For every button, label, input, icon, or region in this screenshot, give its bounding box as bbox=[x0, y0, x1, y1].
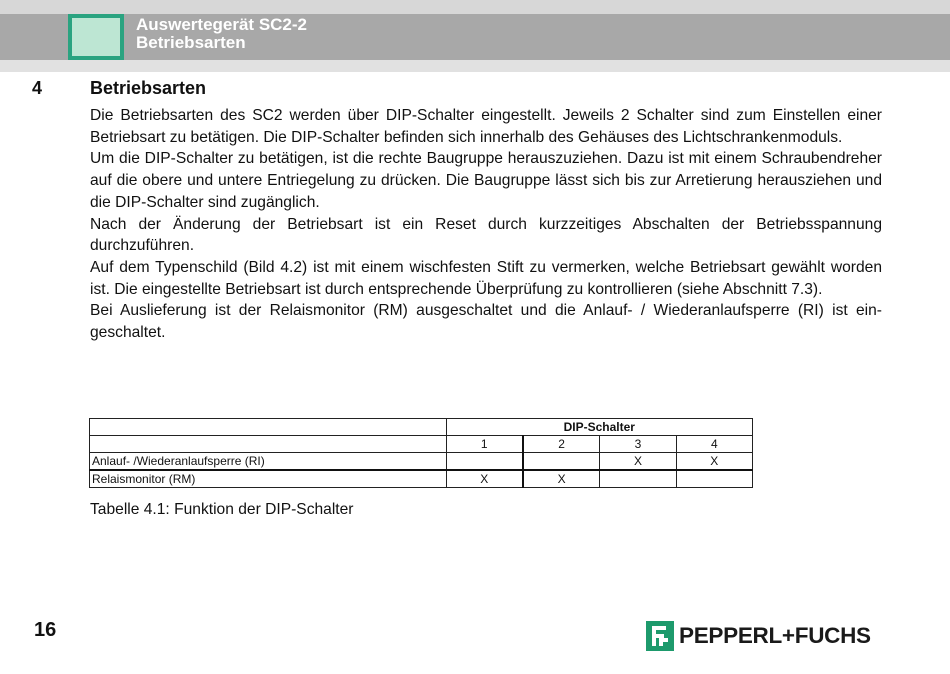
top-strip bbox=[0, 0, 950, 14]
header-logo-box-inner bbox=[72, 18, 120, 56]
logo-mark-svg bbox=[646, 621, 674, 651]
row-label: Anlauf- /Wiederanlaufsperre (RI) bbox=[90, 453, 447, 471]
column-header: 4 bbox=[676, 436, 752, 453]
page-number: 16 bbox=[34, 619, 57, 641]
paragraph: Um die DIP-Schalter zu betätigen, ist die rechte Baugruppe herauszuziehen. Dazu ist mit einem Schraubendreher auf die obere und untere Entriegelung zu drücken. Die Baugruppe lässt sich bis zur Arretierung herausziehen und die DIP-Schalter sind zugänglich. bbox=[90, 150, 882, 211]
paragraph: Auf dem Typenschild (Bild 4.2) ist mit einem wischfesten Stift zu vermerken, welche Betriebsart gewählt worden ist. Die eingestellte Betriebsart ist durch entsprechende Überprüfung zu kontrollieren (siehe Abschnitt 7.3). bbox=[90, 258, 882, 298]
brand-logo bbox=[646, 620, 871, 652]
table-cell: X bbox=[600, 453, 676, 471]
table-cell bbox=[676, 470, 752, 488]
table-cell: X bbox=[676, 453, 752, 471]
table-empty-cell bbox=[90, 436, 447, 453]
header-title-line2: Betriebsarten bbox=[136, 33, 246, 52]
header-title-line1: Auswertegerät SC2-2 bbox=[136, 15, 308, 34]
table-column-row bbox=[90, 436, 753, 453]
dip-group-header: DIP-Schalter bbox=[446, 419, 752, 436]
table-cell bbox=[600, 470, 676, 488]
header-logo-box bbox=[68, 14, 124, 60]
table-row bbox=[90, 453, 753, 471]
header-title bbox=[136, 16, 307, 52]
column-header: 2 bbox=[523, 436, 600, 453]
column-header: 3 bbox=[600, 436, 676, 453]
row-label: Relaismonitor (RM) bbox=[90, 470, 447, 488]
logo-mark-icon bbox=[646, 621, 674, 651]
paragraph: Die Betriebsarten des SC2 werden über DIP-Schalter eingestellt. Jeweils 2 Schalter sind zum Einstellen einer Betriebsart zu betätigen. Die DIP-Schalter befinden sich innerhalb des Gehäuses des Lichtschrankenmoduls. bbox=[90, 107, 882, 146]
header-underline bbox=[0, 60, 950, 72]
table-header-row bbox=[90, 419, 753, 436]
logo-text: PEPPERL+FUCHS bbox=[679, 623, 871, 648]
section-number: 4 bbox=[32, 78, 43, 98]
table-corner-cell bbox=[90, 419, 447, 436]
table-cell bbox=[523, 453, 600, 471]
dip-switch-table bbox=[89, 418, 753, 488]
section-title: Betriebsarten bbox=[90, 78, 207, 98]
table-cell: X bbox=[446, 470, 523, 488]
table-caption: Tabelle 4.1: Funktion der DIP-Schalter bbox=[90, 501, 354, 518]
body-text bbox=[90, 105, 882, 344]
column-header: 1 bbox=[446, 436, 523, 453]
table-row bbox=[90, 470, 753, 488]
table-cell: X bbox=[523, 470, 600, 488]
paragraph: Nach der Änderung der Betriebsart ist ein Reset durch kurzzeitiges Abschalten der Betriebsspannung durchzuführen. bbox=[90, 215, 882, 255]
paragraph: Bei Auslieferung ist der Relaismonitor (RM) ausgeschaltet und die Anlauf- / Wiederanlaufsperre (RI) ist eingeschaltet. bbox=[90, 302, 882, 342]
table-cell bbox=[446, 453, 523, 471]
